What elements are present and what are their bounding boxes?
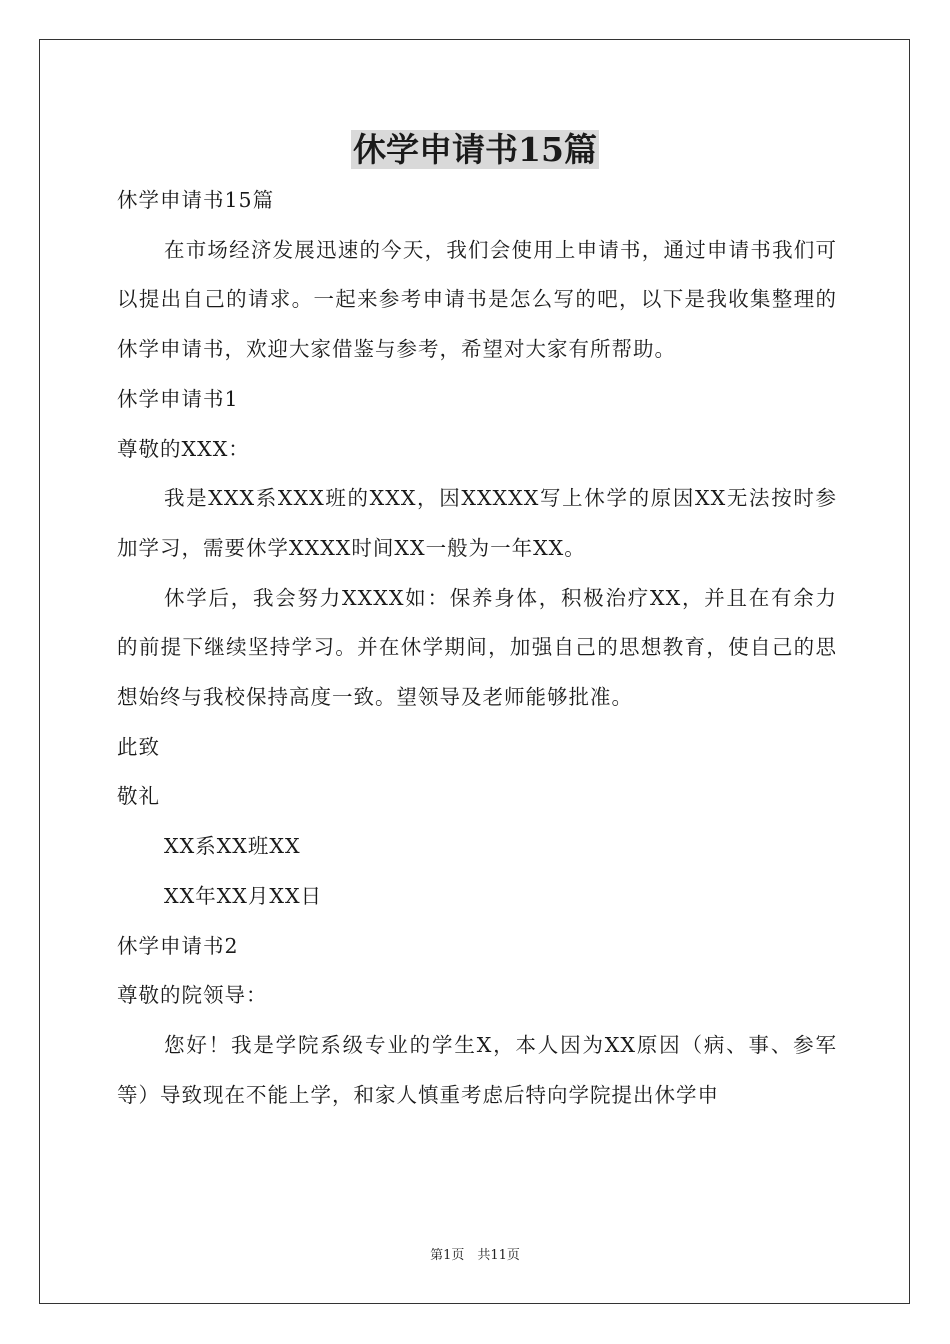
paragraph: 您好！我是学院系级专业的学生X，本人因为XX原因（病、事、参军等）导致现在不能上学，和家人慎重考虑后特向学院提出休学申 <box>117 1032 837 1107</box>
document-title-text: 休学申请书15篇 <box>353 130 597 169</box>
paragraph: 休学申请书15篇 <box>117 188 275 212</box>
date-line: XX年XX月XX日 <box>164 883 323 908</box>
document-body <box>117 176 837 1120</box>
closing-line: 此致 <box>117 734 160 759</box>
salutation: 尊敬的XXX： <box>117 436 250 461</box>
section-heading: 休学申请书2 <box>117 933 239 958</box>
closing-line: 敬礼 <box>117 784 160 809</box>
page-footer: 第1页 共11页 <box>430 1248 520 1263</box>
paragraph: 休学后，我会努力XXXX如：保养身体，积极治疗XX，并且在有余力的前提下继续坚持学习。并在休学期间，加强自己的思想教育，使自己的思想始终与我校保持高度一致。望领导及老师能够批准。 <box>117 585 837 710</box>
section-heading: 休学申请书1 <box>117 386 239 411</box>
signature-line: XX系XX班XX <box>164 834 301 859</box>
paragraph: 在市场经济发展迅速的今天，我们会使用上申请书，通过申请书我们可以提出自己的请求。一起来参考申请书是怎么写的吧，以下是我收集整理的休学申请书，欢迎大家借鉴与参考，希望对大家有所帮助。 <box>117 237 837 362</box>
document-title <box>0 128 950 172</box>
salutation: 尊敬的院领导： <box>117 983 268 1008</box>
paragraph: 我是XXX系XXX班的XXX，因XXXXX写上休学的原因XX无法按时参加学习，需要休学XXXX时间XX一般为一年XX。 <box>117 486 837 560</box>
